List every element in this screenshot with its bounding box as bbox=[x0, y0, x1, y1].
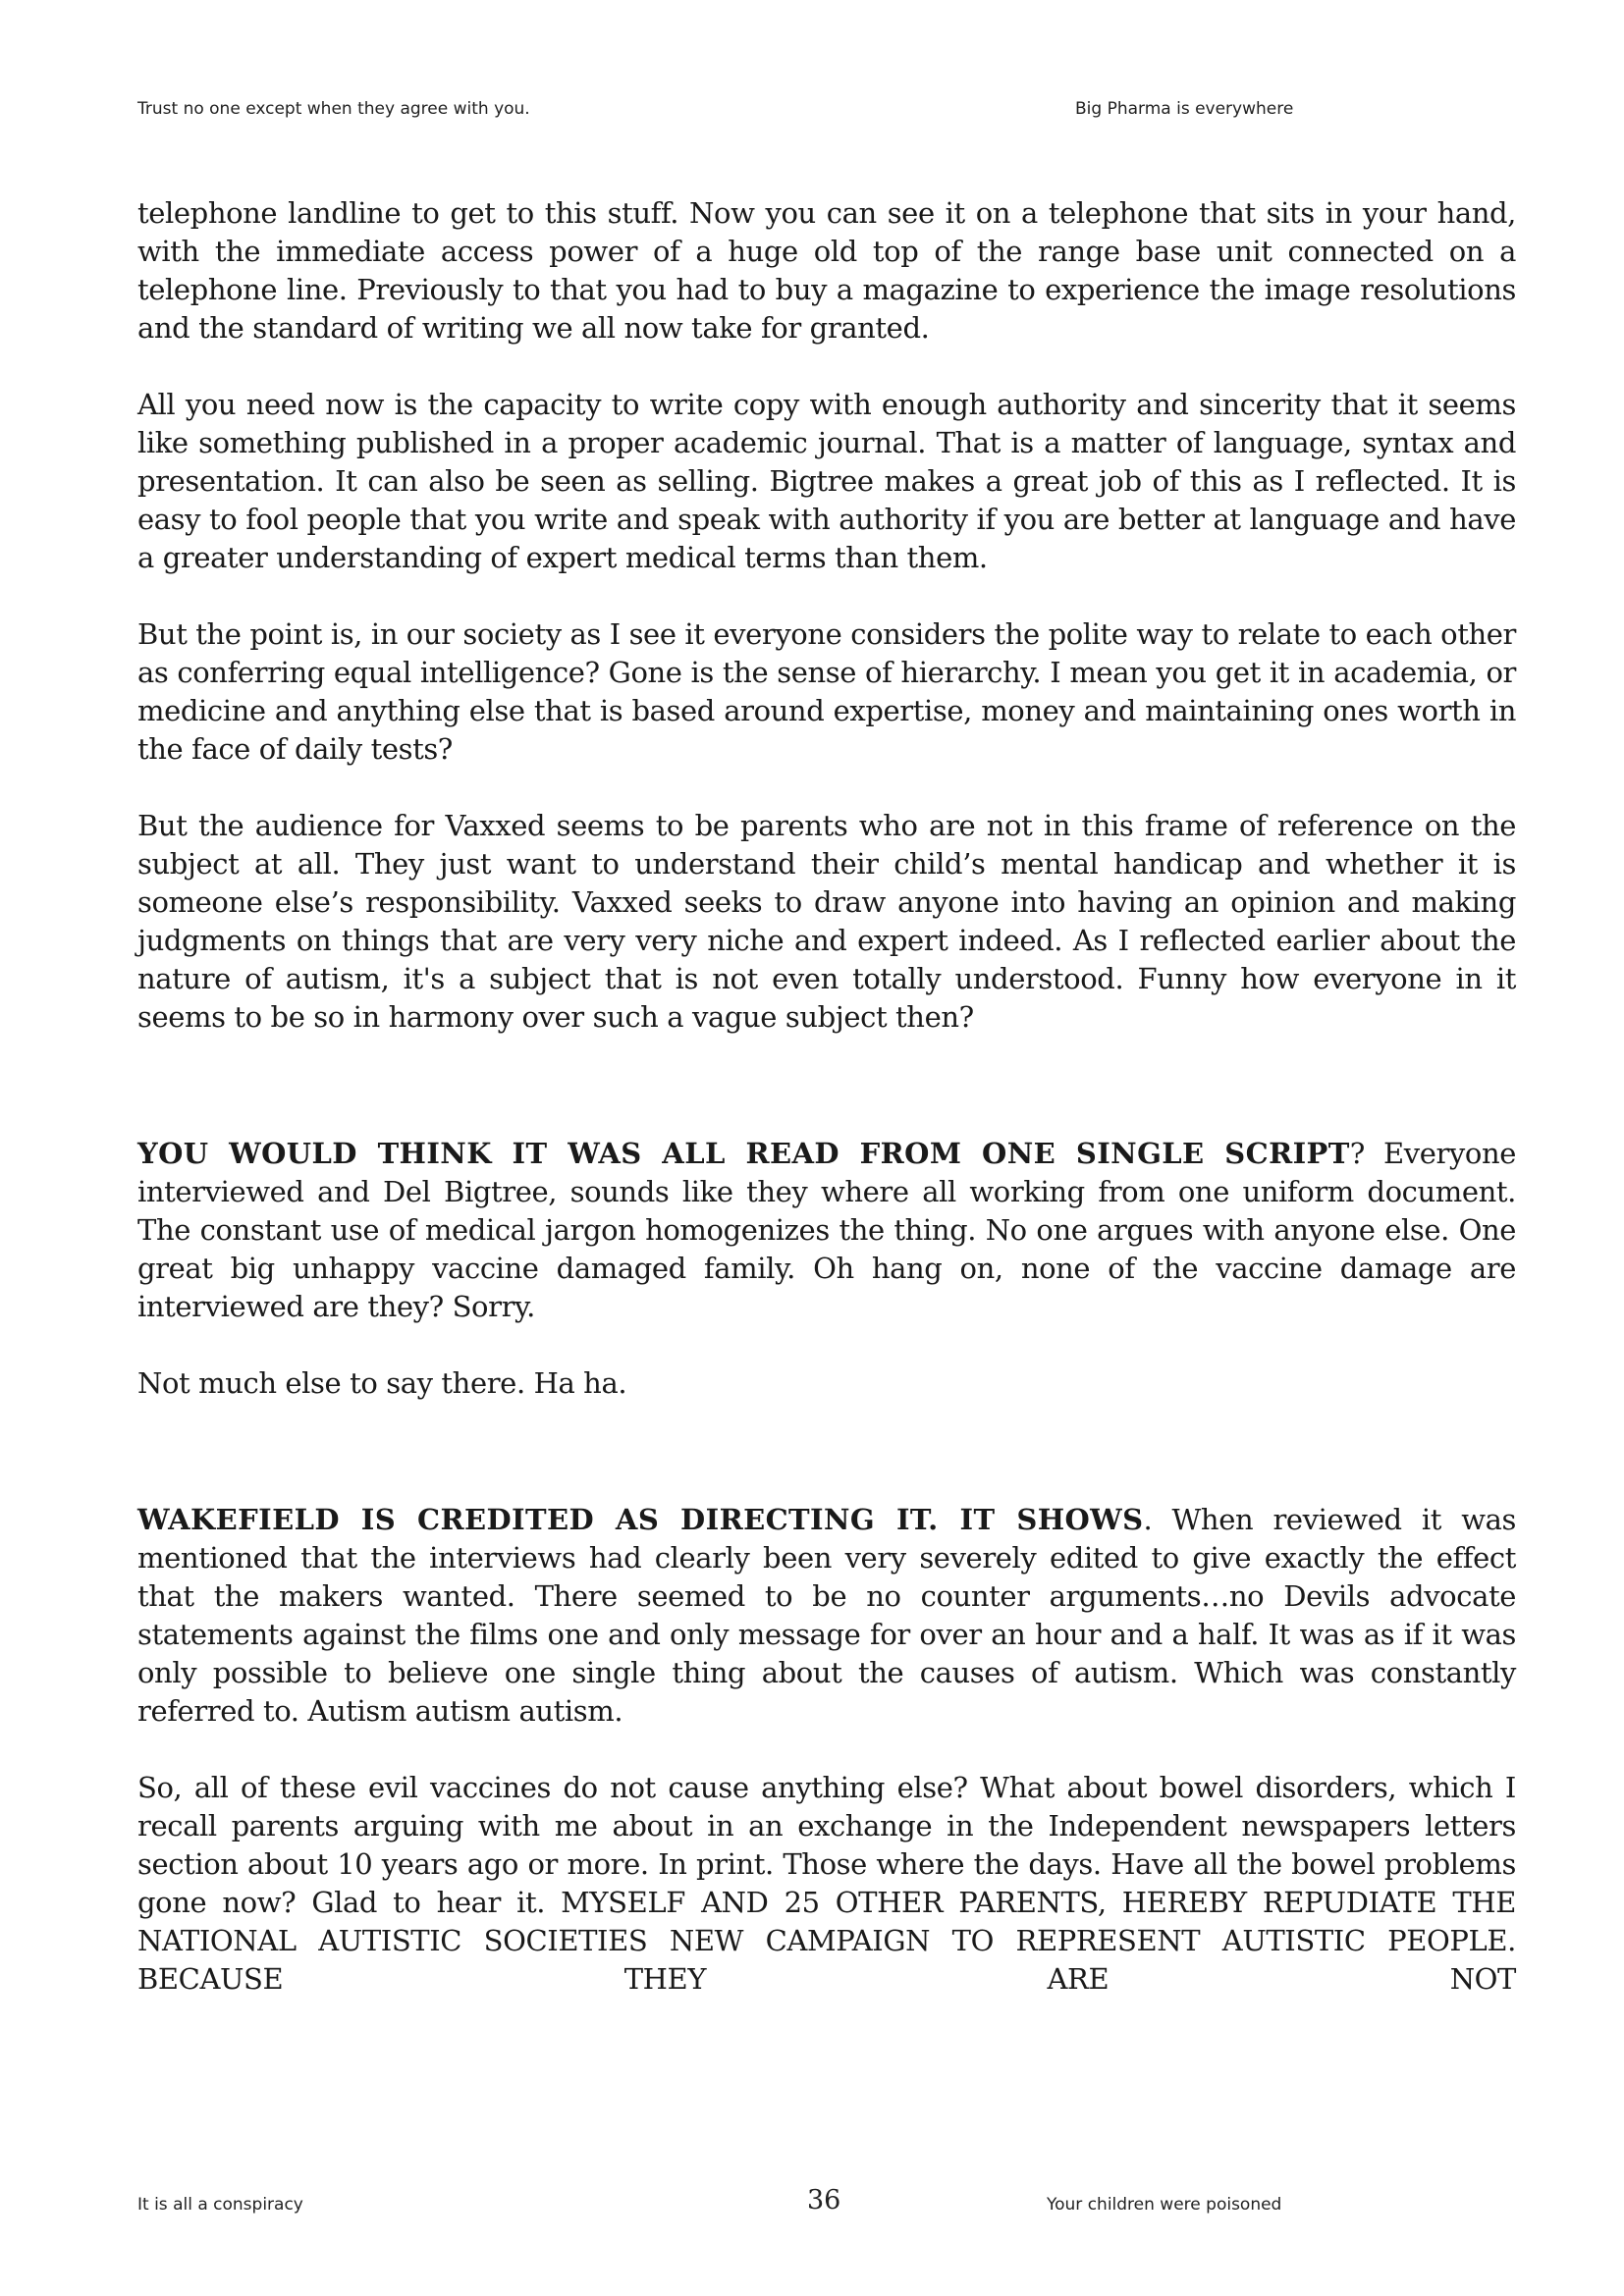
running-footer-right: Your children were poisoned bbox=[1047, 2195, 1282, 2215]
paragraph: Not much else to say there. Ha ha. bbox=[137, 1366, 627, 1400]
paragraph-text: ? Everyone interviewed and Del Bigtree, sounds like they where all working from one uniform document. The constant use of medical jargon homogenizes the thing. No one argues with anyone else. One great big unhappy vaccine damaged family. Oh hang on, none of the vaccine damage are interviewed are they? Sorry. bbox=[137, 1137, 1517, 1323]
paragraph: But the point is, in our society as I see it everyone considers the polite way to relate to each other as conferring equal intelligence? Gone is the sense of hierarchy. I mean you get it in academia, or medicine and anything else that is based around expertise, money and maintaining ones worth in the face of daily tests? bbox=[137, 617, 1516, 766]
running-header-right: Big Pharma is everywhere bbox=[1075, 99, 1294, 119]
section-heading: YOU WOULD THINK IT WAS ALL READ FROM ONE SINGLE SCRIPT bbox=[137, 1137, 1350, 1170]
section-heading: WAKEFIELD IS CREDITED AS DIRECTING IT. IT SHOWS bbox=[137, 1503, 1144, 1536]
running-footer-left: It is all a conspiracy bbox=[137, 2195, 303, 2215]
paragraph-text: . When reviewed it was mentioned that the interviews had clearly been very severely edited to give exactly the effect that the makers wanted. There seemed to be no counter arguments…no Devils advocate statements against the films one and only message for over an hour and a half. It was as if it was only possible to believe one single thing about the causes of autism. Which was constantly referred to. Autism autism autism. bbox=[137, 1503, 1516, 1728]
page-number: 36 bbox=[807, 2185, 841, 2216]
running-header-left: Trust no one except when they agree with you. bbox=[137, 99, 530, 119]
paragraph: So, all of these evil vaccines do not cause anything else? What about bowel disorders, which I recall parents arguing with me about in an exchange in the Independent newspapers letters section about 10 years ago or more. In print. Those where the days. Have all the bowel problems gone now? Glad to hear it. MYSELF AND 25 OTHER PARENTS, HEREBY REPUDIATE THE NATIONAL AUTISTIC SOCIETIES NEW CAMPAIGN TO REPRESENT AUTISTIC PEOPLE. BECAUSE THEY ARE NOT bbox=[137, 1771, 1516, 1996]
paragraph: telephone landline to get to this stuff. Now you can see it on a telephone that sits in your hand, with the immediate access power of a huge old top of the range base unit connected on a telephone line. Previously to that you had to buy a magazine to experience the image resolutions and the standard of writing we all now take for granted. bbox=[137, 196, 1516, 345]
paragraph bbox=[137, 1135, 1516, 1326]
paragraph: But the audience for Vaxxed seems to be parents who are not in this frame of reference on the subject at all. They just want to understand their child’s mental handicap and whether it is someone else’s responsibility. Vaxxed seeks to draw anyone into having an opinion and making judgments on things that are very very niche and expert indeed. As I reflected earlier about the nature of autism, it's a subject that is not even totally understood. Funny how everyone in it seems to be so in harmony over such a vague subject then? bbox=[137, 809, 1516, 1034]
paragraph bbox=[137, 1501, 1516, 1731]
paragraph: All you need now is the capacity to write copy with enough authority and sincerity that it seems like something published in a proper academic journal. That is a matter of language, syntax and presentation. It can also be seen as selling. Bigtree makes a great job of this as I reflected. It is easy to fool people that you write and speak with authority if you are better at language and have a greater understanding of expert medical terms than them. bbox=[137, 388, 1516, 574]
page-body bbox=[137, 194, 1516, 1999]
